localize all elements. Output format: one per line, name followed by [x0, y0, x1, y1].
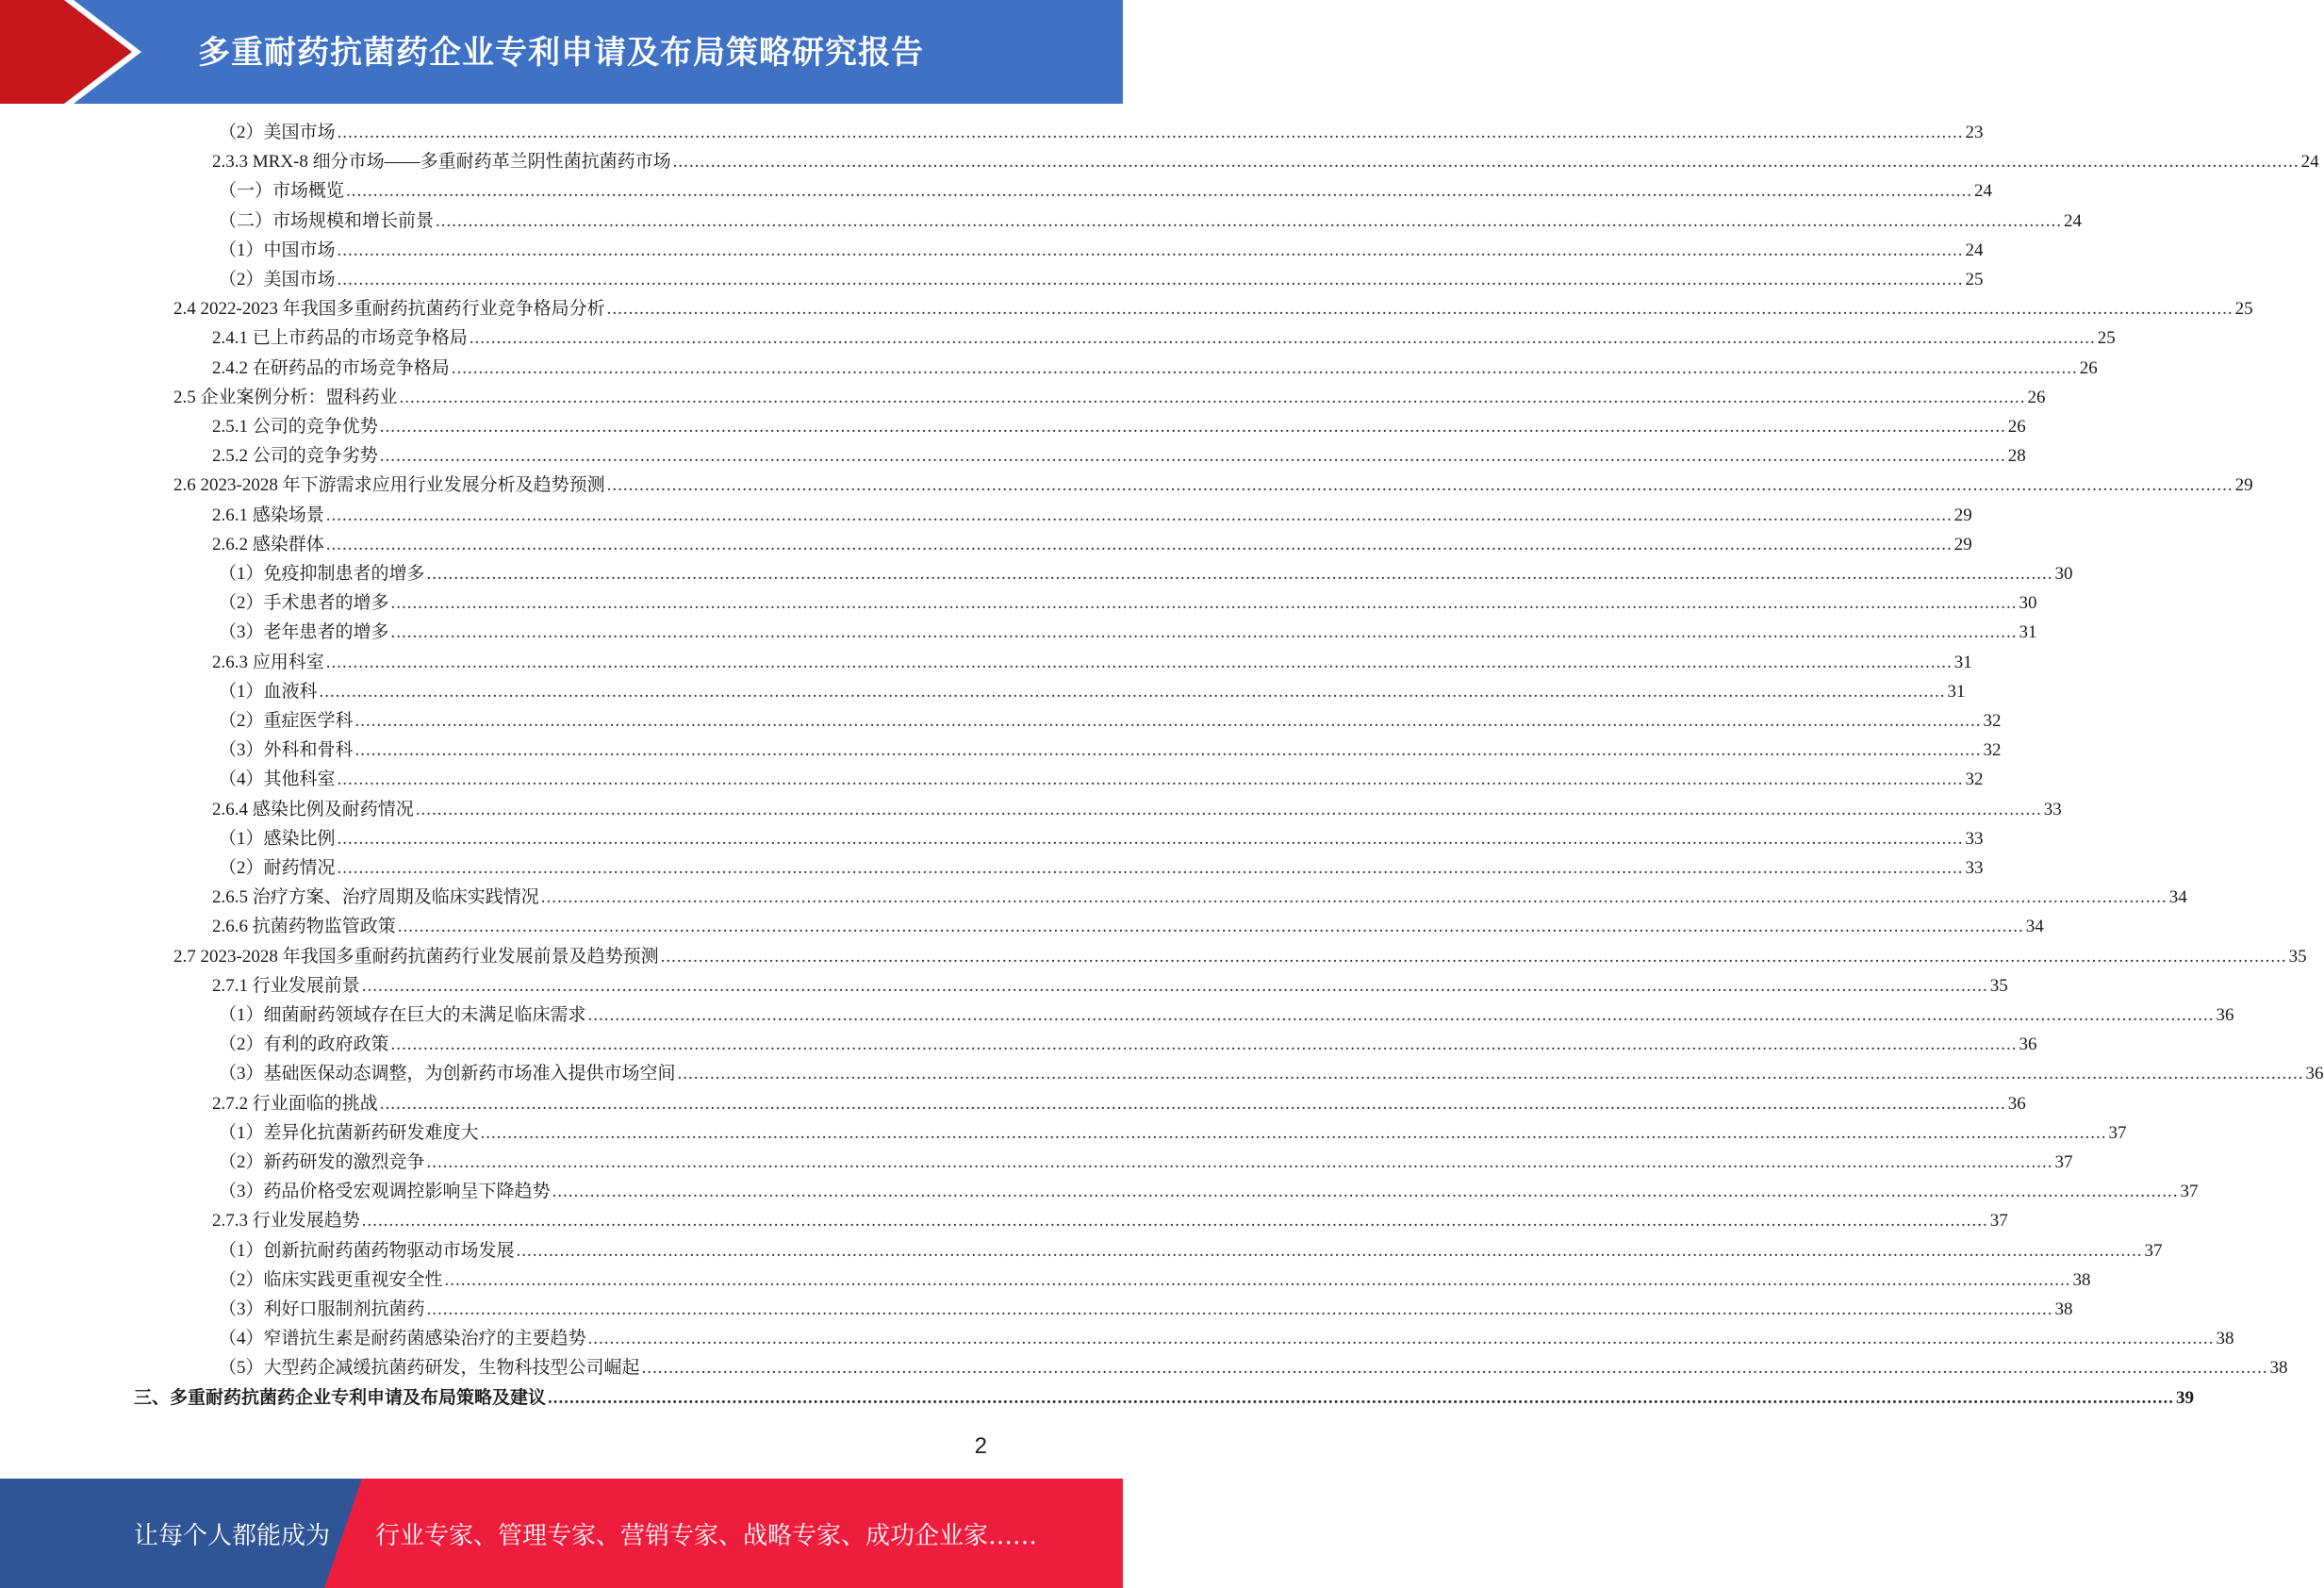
toc-entry[interactable] [219, 1325, 2234, 1353]
toc-entry[interactable] [219, 1031, 2037, 1059]
toc-entry-page: 25 [2234, 299, 2253, 320]
toc-dot-leader: ............................................................................................................................................................................................................................................................................................................ [552, 1182, 2179, 1202]
toc-entry-page: 32 [1983, 740, 2002, 761]
toc-dot-leader: ............................................................................................................................................................................................................................................................................................................ [337, 270, 1964, 289]
toc-dot-leader: ............................................................................................................................................................................................................................................................................................................ [346, 181, 1973, 202]
toc-dot-leader: ............................................................................................................................................................................................................................................................................................................ [390, 1034, 2018, 1055]
toc-entry-label: 2.6.1 感染场景 [212, 505, 324, 525]
toc-dot-leader: ............................................................................................................................................................................................................................................................................................................ [337, 240, 1964, 260]
toc-entry[interactable] [219, 589, 2037, 618]
toc-entry[interactable] [219, 1119, 2127, 1148]
toc-dot-leader: ............................................................................................................................................................................................................................................................................................................ [677, 1064, 2304, 1084]
toc-dot-leader: ............................................................................................................................................................................................................................................................................................................ [319, 681, 1946, 702]
toc-entry-page: 35 [2288, 946, 2307, 967]
toc-entry-page: 37 [2180, 1182, 2199, 1202]
toc-entry-page: 28 [2007, 446, 2026, 467]
toc-entry-label: （2）美国市场 [219, 123, 336, 142]
toc-entry[interactable] [212, 355, 2098, 383]
toc-entry[interactable] [219, 1001, 2234, 1030]
toc-entry-page: 24 [2064, 210, 2083, 231]
toc-entry[interactable] [173, 471, 2253, 500]
toc-dot-leader: ............................................................................................................................................................................................................................................................................................................ [606, 475, 2233, 496]
toc-entry[interactable] [219, 1060, 2324, 1088]
toc-dot-leader: ............................................................................................................................................................................................................................................................................................................ [379, 446, 2006, 467]
toc-entry-label: （3）药品价格受宏观调控影响呈下降趋势 [219, 1182, 551, 1202]
toc-entry-label: 2.7.3 行业发展趋势 [212, 1211, 360, 1232]
toc-entry-page: 26 [2079, 357, 2098, 378]
report-header [0, 0, 1123, 104]
toc-entry-label: 2.6.4 感染比例及耐药情况 [212, 799, 414, 819]
toc-entry-page: 23 [1965, 123, 1984, 142]
toc-dot-leader: ............................................................................................................................................................................................................................................................................................................ [426, 1152, 2053, 1172]
toc-entry-label: 2.7 2023-2028 年我国多重耐药抗菌药行业发展前景及趋势预测 [173, 946, 659, 967]
toc-entry[interactable] [212, 148, 2319, 176]
toc-dot-leader: ............................................................................................................................................................................................................................................................................................................ [325, 505, 1953, 525]
toc-entry[interactable] [219, 1178, 2199, 1206]
toc-entry[interactable] [212, 413, 2026, 441]
toc-entry-label: （4）窄谱抗生素是耐药菌感染治疗的主要趋势 [219, 1329, 586, 1349]
toc-dot-leader: ............................................................................................................................................................................................................................................................................................................ [361, 975, 1988, 996]
toc-entry-label: （2）重症医学科 [219, 711, 354, 731]
toc-entry-page: 33 [1965, 828, 1984, 849]
toc-entry-label: （一）市场概览 [219, 181, 345, 202]
toc-entry-page: 32 [1983, 711, 2002, 731]
toc-entry[interactable] [212, 1207, 2008, 1235]
toc-entry-label: 2.6.2 感染群体 [212, 534, 324, 554]
toc-entry[interactable] [212, 324, 2116, 353]
toc-entry-page: 26 [2007, 417, 2026, 437]
toc-entry[interactable] [212, 442, 2026, 471]
toc-entry[interactable] [134, 1384, 2195, 1413]
toc-entry[interactable] [219, 854, 1984, 883]
toc-entry[interactable] [212, 972, 2008, 1001]
toc-dot-leader: ............................................................................................................................................................................................................................................................................................................ [337, 828, 1964, 849]
toc-entry[interactable] [219, 619, 2037, 647]
toc-dot-leader: ............................................................................................................................................................................................................................................................................................................ [325, 652, 1953, 672]
toc-entry-page: 30 [2054, 564, 2073, 584]
toc-entry-label: （2）临床实践更重视安全性 [219, 1269, 443, 1290]
toc-entry-label: （2）新药研发的激烈竞争 [219, 1152, 425, 1172]
toc-entry[interactable] [219, 1354, 2288, 1382]
toc-entry-label: （3）基础医保动态调整，为创新药市场准入提供市场空间 [219, 1064, 676, 1084]
toc-entry-page: 38 [2216, 1329, 2234, 1349]
toc-entry-label: 2.4.2 在研药品的市场竞争格局 [212, 357, 450, 378]
toc-entry[interactable] [219, 207, 2083, 236]
toc-entry-page: 35 [1989, 975, 2008, 996]
toc-entry-page: 29 [1953, 505, 1972, 525]
toc-dot-leader: ............................................................................................................................................................................................................................................................................................................ [641, 1358, 2268, 1379]
toc-entry-page: 38 [2072, 1269, 2091, 1290]
toc-dot-leader: ............................................................................................................................................................................................................................................................................................................ [426, 564, 2053, 584]
toc-entry-page: 37 [2144, 1240, 2163, 1261]
footer-banner [0, 1479, 1123, 1588]
toc-dot-leader: ............................................................................................................................................................................................................................................................................................................ [354, 711, 1982, 731]
toc-entry[interactable] [173, 295, 2253, 323]
footer-slogan-right: 行业专家、管理专家、营销专家、战略专家、成功企业家…… [375, 1522, 1038, 1550]
toc-entry[interactable] [219, 266, 1984, 294]
toc-entry[interactable] [219, 736, 2002, 765]
toc-dot-leader: ............................................................................................................................................................................................................................................................................................................ [379, 417, 2006, 437]
toc-entry[interactable] [219, 1149, 2073, 1177]
toc-entry-page: 37 [2054, 1152, 2073, 1172]
toc-entry-label: （1）血液科 [219, 681, 318, 702]
toc-entry[interactable] [219, 766, 1984, 794]
toc-entry[interactable] [219, 560, 2073, 588]
toc-entry-page: 39 [2176, 1387, 2195, 1408]
toc-entry-page: 34 [2025, 917, 2044, 937]
toc-entry[interactable] [219, 119, 1984, 147]
toc-entry-page: 36 [2019, 1034, 2037, 1055]
toc-entry-label: （1）差异化抗菌新药研发难度大 [219, 1122, 479, 1143]
toc-entry[interactable] [219, 1266, 2091, 1295]
toc-dot-leader: ............................................................................................................................................................................................................................................................................................................ [415, 799, 2042, 819]
toc-entry-label: （1）细菌耐药领域存在巨大的未满足临床需求 [219, 1005, 586, 1025]
toc-entry-label: 2.6.5 治疗方案、治疗周期及临床实践情况 [212, 887, 539, 908]
page-number: 2 [974, 1433, 987, 1459]
toc-entry-label: 2.5.1 公司的竞争优势 [212, 417, 378, 437]
toc-entry-label: （1）感染比例 [219, 828, 336, 849]
toc-dot-leader: ............................................................................................................................................................................................................................................................................................................ [480, 1122, 2107, 1143]
toc-entry[interactable] [212, 913, 2044, 941]
toc-entry-page: 24 [2300, 152, 2319, 173]
toc-dot-leader: ............................................................................................................................................................................................................................................................................................................ [390, 593, 2018, 614]
toc-entry-page: 32 [1965, 769, 1984, 790]
toc-entry-page: 38 [2054, 1299, 2073, 1319]
toc-entry-page: 36 [2007, 1093, 2026, 1114]
toc-entry[interactable] [212, 884, 2187, 912]
toc-dot-leader: ............................................................................................................................................................................................................................................................................................................ [587, 1005, 2215, 1025]
toc-entry-label: （1）免疫抑制患者的增多 [219, 564, 425, 584]
toc-dot-leader: ............................................................................................................................................................................................................................................................................................................ [390, 622, 2018, 643]
toc-entry[interactable] [212, 796, 2062, 824]
toc-dot-leader: ............................................................................................................................................................................................................................................................................................................ [436, 210, 2063, 231]
header-arrow-graphic [0, 0, 151, 104]
toc-entry-page: 24 [1974, 181, 1993, 202]
toc-dot-leader: ............................................................................................................................................................................................................................................................................................................ [606, 299, 2233, 320]
toc-entry-label: （5）大型药企减缓抗菌药研发，生物科技型公司崛起 [219, 1358, 640, 1379]
toc-entry-page: 36 [2216, 1005, 2234, 1025]
toc-dot-leader: ............................................................................................................................................................................................................................................................................................................ [337, 858, 1964, 878]
toc-entry-label: 2.3.3 MRX-8 细分市场——多重耐药革兰阴性菌抗菌药市场 [212, 152, 671, 173]
toc-entry-label: （2）手术患者的增多 [219, 593, 389, 614]
toc-entry[interactable] [212, 649, 1972, 677]
toc-entry-label: 2.6.3 应用科室 [212, 652, 324, 672]
toc-entry-page: 25 [2097, 328, 2116, 349]
toc-entry-page: 33 [2043, 799, 2062, 819]
toc-dot-leader: ............................................................................................................................................................................................................................................................................................................ [469, 328, 2096, 349]
toc-entry-page: 24 [1965, 240, 1984, 260]
toc-entry-page: 31 [1953, 652, 1972, 672]
toc-entry-label: 2.6.6 抗菌药物监管政策 [212, 917, 396, 937]
toc-entry-page: 30 [2019, 593, 2037, 614]
toc-entry-label: 2.5 企业案例分析：盟科药业 [173, 387, 398, 407]
toc-dot-leader: ............................................................................................................................................................................................................................................................................................................ [399, 387, 2026, 407]
report-title: 多重耐药抗菌药企业专利申请及布局策略研究报告 [198, 34, 924, 72]
toc-entry-page: 25 [1965, 270, 1984, 289]
toc-entry-page: 37 [2108, 1122, 2127, 1143]
toc-entry-label: （2）有利的政府政策 [219, 1034, 389, 1055]
toc-dot-leader: ............................................................................................................................................................................................................................................................................................................ [444, 1269, 2071, 1290]
toc-dot-leader: ............................................................................................................................................................................................................................................................................................................ [379, 1093, 2006, 1114]
toc-entry[interactable] [219, 1237, 2163, 1265]
toc-entry-label: 2.7.1 行业发展前景 [212, 975, 360, 996]
toc-dot-leader: ............................................................................................................................................................................................................................................................................................................ [337, 123, 1964, 142]
toc-entry-label: （3）老年患者的增多 [219, 622, 389, 643]
footer-slogan-left: 让每个人都能成为 [134, 1522, 331, 1550]
toc-entry-label: （1）中国市场 [219, 240, 336, 260]
toc-entry[interactable] [212, 502, 1972, 530]
toc-entry[interactable] [173, 384, 2046, 412]
toc-entry-label: 2.5.2 公司的竞争劣势 [212, 446, 378, 467]
toc-entry[interactable] [219, 237, 1984, 265]
toc-dot-leader: ............................................................................................................................................................................................................................................................................................................ [337, 769, 1964, 790]
toc-dot-leader: ............................................................................................................................................................................................................................................................................................................ [426, 1299, 2053, 1319]
toc-dot-leader: ............................................................................................................................................................................................................................................................................................................ [325, 534, 1953, 554]
toc-entry-label: （4）其他科室 [219, 769, 336, 790]
toc-entry-label: （3）利好口服制剂抗菌药 [219, 1299, 425, 1319]
toc-dot-leader: ............................................................................................................................................................................................................................................................................................................ [451, 357, 2078, 378]
toc-entry-label: （2）耐药情况 [219, 858, 336, 878]
toc-entry-page: 31 [1947, 681, 1966, 702]
toc-entry[interactable] [173, 943, 2307, 971]
toc-entry[interactable] [219, 825, 1984, 853]
toc-entry-page: 34 [2168, 887, 2187, 908]
toc-entry-page: 37 [1989, 1211, 2008, 1232]
toc-entry-label: （1）创新抗耐药菌药物驱动市场发展 [219, 1240, 515, 1261]
toc-dot-leader: ............................................................................................................................................................................................................................................................................................................ [660, 946, 2287, 967]
toc-entry-page: 38 [2269, 1358, 2288, 1379]
toc-dot-leader: ............................................................................................................................................................................................................................................................................................................ [672, 152, 2299, 173]
toc-entry[interactable] [212, 1090, 2026, 1118]
toc-entry-label: 三、多重耐药抗菌药企业专利申请及布局策略及建议 [134, 1387, 547, 1408]
toc-entry-label: 2.7.2 行业面临的挑战 [212, 1093, 378, 1114]
toc-entry-label: （3）外科和骨科 [219, 740, 354, 761]
toc-entry-page: 31 [2019, 622, 2037, 643]
toc-dot-leader: ............................................................................................................................................................................................................................................................................................................ [516, 1240, 2143, 1261]
toc-entry[interactable] [219, 707, 2002, 736]
toc-entry-label: （二）市场规模和增长前景 [219, 210, 435, 231]
toc-dot-leader: ............................................................................................................................................................................................................................................................................................................ [548, 1387, 2175, 1408]
toc-dot-leader: ............................................................................................................................................................................................................................................................................................................ [397, 917, 2024, 937]
toc-dot-leader: ............................................................................................................................................................................................................................................................................................................ [587, 1329, 2215, 1349]
toc-entry-page: 36 [2305, 1064, 2324, 1084]
toc-dot-leader: ............................................................................................................................................................................................................................................................................................................ [354, 740, 1982, 761]
toc-entry[interactable] [219, 1296, 2073, 1324]
toc-entry-page: 29 [2234, 475, 2253, 496]
toc-dot-leader: ............................................................................................................................................................................................................................................................................................................ [361, 1211, 1988, 1232]
toc-entry-label: 2.4.1 已上市药品的市场竞争格局 [212, 328, 468, 349]
toc-dot-leader: ............................................................................................................................................................................................................................................................................................................ [540, 887, 2167, 908]
toc-entry-page: 26 [2027, 387, 2046, 407]
toc-entry[interactable] [212, 531, 1972, 559]
toc-entry-page: 33 [1965, 858, 1984, 878]
toc-entry-page: 29 [1953, 534, 1972, 554]
toc-entry[interactable] [219, 678, 1966, 706]
toc-entry-label: （2）美国市场 [219, 270, 336, 289]
toc-entry-label: 2.4 2022-2023 年我国多重耐药抗菌药行业竞争格局分析 [173, 299, 605, 320]
toc-entry[interactable] [219, 177, 1993, 206]
toc-entry-label: 2.6 2023-2028 年下游需求应用行业发展分析及趋势预测 [173, 475, 605, 496]
